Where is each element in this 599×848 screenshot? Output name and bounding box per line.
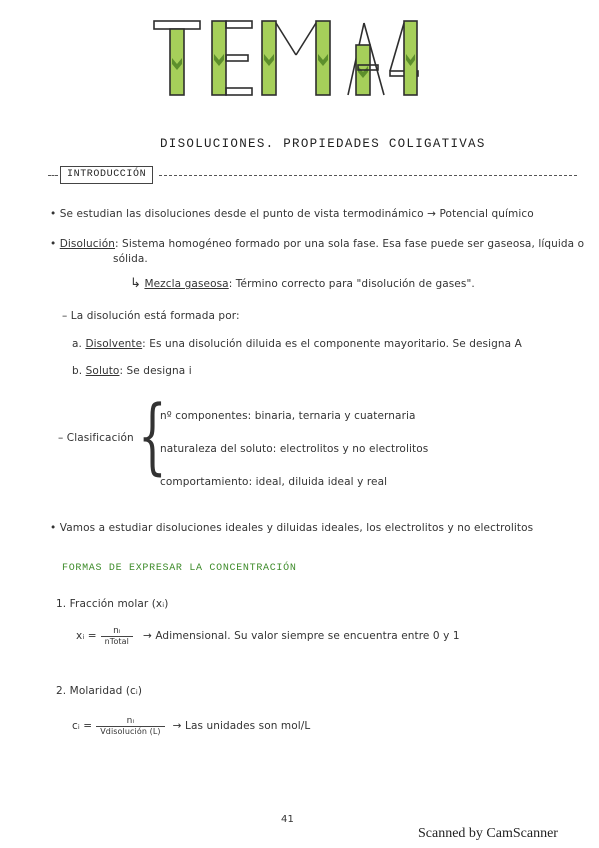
bullet-estudiar [50, 522, 533, 534]
letter-m-diag-left [276, 23, 296, 55]
fraccion-heading: 1. Fracción molar (xᵢ) [56, 598, 169, 610]
page-title [150, 15, 420, 105]
disolucion-def-line2: sólida. [113, 253, 148, 265]
letter-m-diag-right [296, 23, 316, 55]
letter-t-top [154, 21, 200, 29]
soluto-term: Soluto [85, 365, 120, 377]
hook-arrow-icon: ↳ [130, 276, 141, 291]
item-a-label: a. [72, 338, 82, 350]
letter-e-bottom [226, 88, 252, 95]
formada-por: – La disolución está formada por: [62, 310, 240, 322]
bullet-thermo-text: Se estudian las disoluciones desde el punto de vista termodinámico → Potencial químico [59, 208, 534, 220]
bullet-dot: • [50, 238, 60, 250]
intro-label: INTRODUCCIÓN [60, 166, 153, 184]
mezcla-term: Mezcla gaseosa [144, 278, 229, 290]
fraccion-denominator: nTotal [104, 637, 129, 646]
page-number: 41 [281, 814, 294, 825]
bullet-thermo [50, 208, 534, 220]
clasificacion-naturaleza: naturaleza del soluto: electrolitos y no electrolitos [160, 443, 429, 455]
item-soluto [72, 365, 192, 377]
mezcla-def: : Término correcto para "disolución de gases". [228, 278, 475, 290]
molaridad-lhs: cᵢ = [72, 720, 93, 732]
clasificacion-label: – Clasificación [58, 432, 134, 444]
intro-dash-left [48, 175, 58, 176]
molaridad-numerator: nᵢ [96, 716, 164, 727]
molaridad-denominator: Vdisolución (L) [100, 727, 161, 736]
title-lettering [150, 15, 420, 105]
intro-heading [48, 166, 577, 184]
fraccion-formula [76, 626, 460, 646]
formas-heading: FORMAS DE EXPRESAR LA CONCENTRACIÓN [62, 563, 297, 574]
bullet-estudiar-text: Vamos a estudiar disoluciones ideales y diluidas ideales, los electrolitos y no electrolitos [59, 522, 534, 534]
fraccion-fraction [101, 626, 133, 646]
section-subtitle: DISOLUCIONES. PROPIEDADES COLIGATIVAS [160, 137, 486, 151]
bullet-dot: • [50, 522, 60, 534]
letter-e-top [226, 21, 252, 28]
molaridad-fraction [96, 716, 164, 736]
disolvente-text: : Es una disolución diluida es el componente mayoritario. Se designa A [142, 338, 522, 350]
soluto-text: : Se designa i [119, 365, 192, 377]
disolucion-definition [50, 238, 584, 250]
mezcla-gaseosa-line [130, 276, 475, 291]
intro-dash-right [159, 175, 577, 176]
letter-e-mid [226, 55, 248, 61]
fraccion-description: → Adimensional. Su valor siempre se encuentra entre 0 y 1 [143, 630, 460, 642]
item-disolvente [72, 338, 522, 350]
disolucion-term: Disolución [59, 238, 115, 250]
bullet-dot: • [50, 208, 60, 220]
molaridad-heading: 2. Molaridad (cᵢ) [56, 685, 143, 697]
fraccion-lhs: xᵢ = [76, 630, 97, 642]
disolucion-def-line1: : Sistema homogéneo formado por una sola fase. Esa fase puede ser gaseosa, líquida o [114, 238, 585, 250]
item-b-label: b. [72, 365, 83, 377]
curly-brace-icon: { [138, 389, 167, 484]
disolvente-term: Disolvente [85, 338, 143, 350]
molaridad-description: → Las unidades son mol/L [172, 720, 311, 732]
clasificacion-comportamiento: comportamiento: ideal, diluida ideal y real [160, 476, 388, 488]
molaridad-formula [72, 716, 310, 736]
numeral-4-diag [390, 23, 404, 71]
numeral-4-stem [404, 21, 417, 95]
clasificacion-componentes: nº componentes: binaria, ternaria y cuaternaria [160, 410, 416, 422]
fraccion-numerator: nᵢ [101, 626, 133, 637]
scanner-watermark: Scanned by CamScanner [418, 826, 558, 841]
